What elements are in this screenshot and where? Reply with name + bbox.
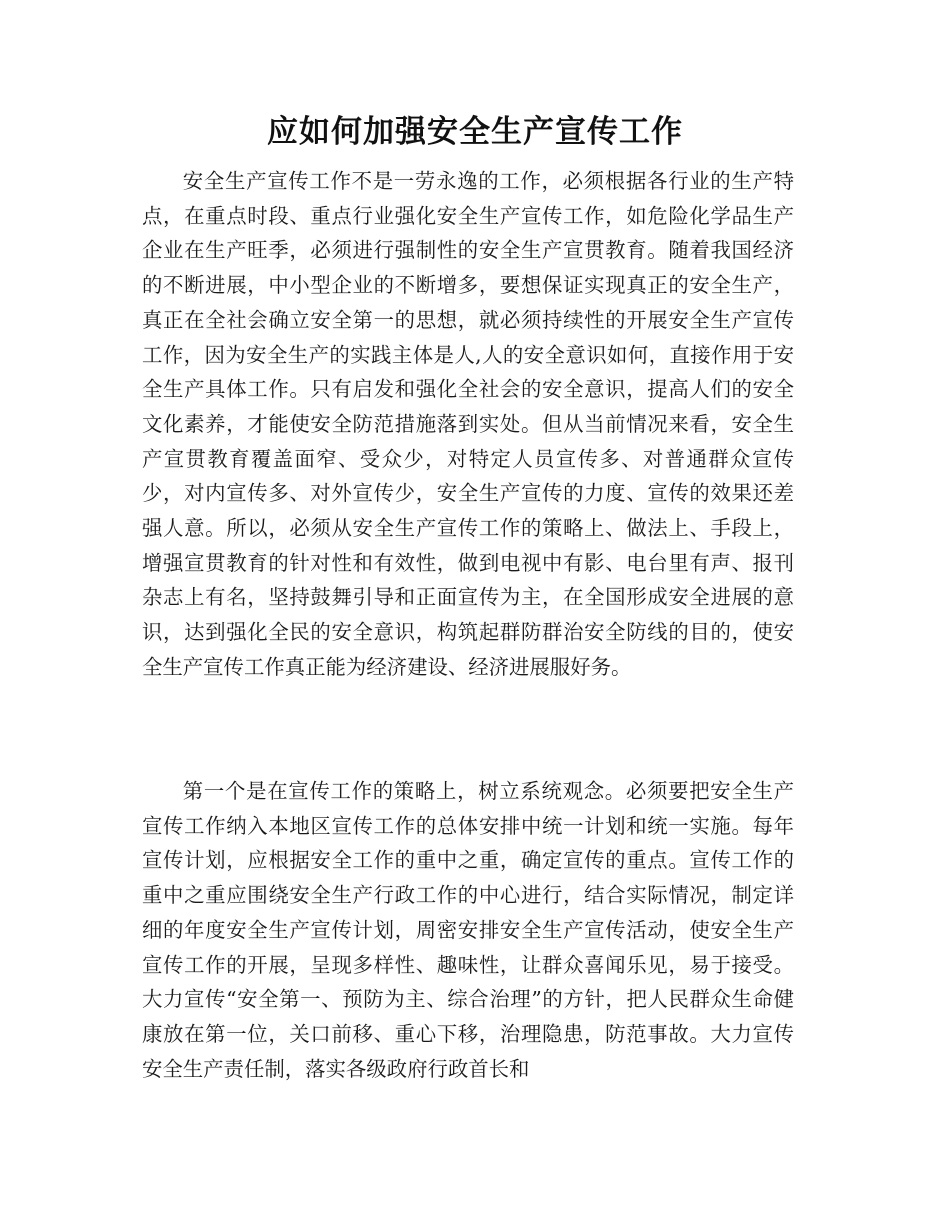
- body-paragraph: 安全生产宣传工作不是一劳永逸的工作，必须根据各行业的生产特点，在重点时段、重点行业强化安全生产宣传工作，如危险化学品生产企业在生产旺季，必须进行强制性的安全生产宣贯教育。随着我国经济的不断进展，中小型企业的不断增多，要想保证实现真正的安全生产，真正在全社会确立安全第一的思想，就必须持续性的开展安全生产宣传工作，因为安全生产的实践主体是人,人的安全意识如何，直接作用于安全生产具体工作。只有启发和强化全社会的安全意识，提高人们的安全文化素养，才能使安全防范措施落到实处。但从当前情况来看，安全生产宣贯教育覆盖面窄、受众少，对特定人员宣传多、对普通群众宣传少，对内宣传多、对外宣传少，安全生产宣传的力度、宣传的效果还差强人意。所以，必须从安全生产宣传工作的策略上、做法上、手段上，增强宣贯教育的针对性和有效性，做到电视中有影、电台里有声、报刊杂志上有名，坚持鼓舞引导和正面宣传为主，在全国形成安全进展的意识，达到强化全民的安全意识，构筑起群防群治安全防线的目的，使安全生产宣传工作真正能为经济建设、经济进展服好务。: [142, 169, 794, 679]
- body-paragraph: 第一个是在宣传工作的策略上，树立系统观念。必须要把安全生产宣传工作纳入本地区宣传工作的总体安排中统一计划和统一实施。每年宣传计划，应根据安全工作的重中之重，确定宣传的重点。宣传工作的重中之重应围绕安全生产行政工作的中心进行，结合实际情况，制定详细的年度安全生产宣传计划，周密安排安全生产宣传活动，使安全生产宣传工作的开展，呈现多样性、趣味性，让群众喜闻乐见，易于接受。大力宣传“安全第一、预防为主、综合治理”的方针，把人民群众生命健康放在第一位，关口前移、重心下移，治理隐患，防范事故。大力宣传安全生产责任制，落实各级政府行政首长和: [142, 779, 794, 1081]
- document-title: 应如何加强安全生产宣传工作: [267, 114, 683, 150]
